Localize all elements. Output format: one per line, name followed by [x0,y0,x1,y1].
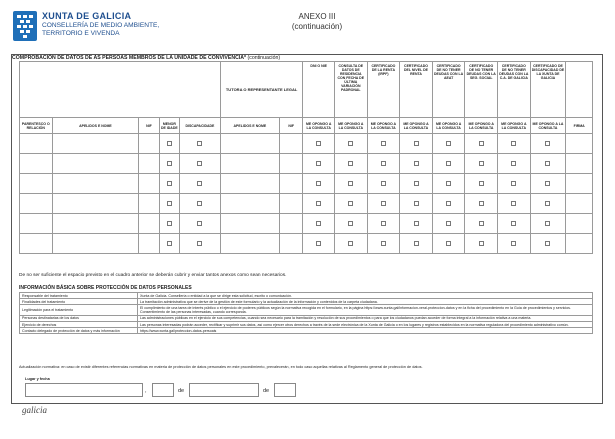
checkbox[interactable] [348,241,353,246]
checkbox[interactable] [479,161,484,166]
member-cell[interactable] [20,154,53,174]
member-cell[interactable] [279,214,302,234]
member-cell[interactable] [20,234,53,254]
member-cell[interactable] [139,154,159,174]
member-cell[interactable] [220,234,279,254]
member-cell[interactable] [20,174,53,194]
member-row [20,154,593,174]
member-cell[interactable] [52,214,139,234]
member-row [20,234,593,254]
year-input[interactable] [274,383,296,397]
brand-name: XUNTA DE GALICIA [42,11,132,21]
member-cell [303,134,335,154]
member-row [20,194,593,214]
department-line-2: TERRITORIO E VIVENDA [42,29,120,37]
checkbox[interactable] [545,201,550,206]
checkbox[interactable] [511,201,516,206]
header-check-6: CERTIFICADO DE NO TENER DEUDAS CON LA SEG. SOCIAL [465,62,498,118]
checkbox[interactable] [197,181,202,186]
checkbox[interactable] [511,241,516,246]
member-cell [159,194,179,214]
member-cell [159,234,179,254]
checkbox[interactable] [511,161,516,166]
member-cell[interactable] [52,174,139,194]
checkbox[interactable] [446,161,451,166]
checkbox[interactable] [381,201,386,206]
checkbox[interactable] [167,141,172,146]
member-cell [334,194,367,214]
data-protection-key: Responsable del tratamiento [20,293,138,299]
data-protection-value: https://www.xunta.gal/proteccion-datos-persoais [138,328,593,334]
checkbox[interactable] [414,181,419,186]
checkbox[interactable] [446,201,451,206]
header-check-8: CERTIFICADO DE DISCAPACIDAD DE LA XUNTA DE GALICIA [530,62,566,118]
member-cell [465,134,498,154]
header-check-2: CONSULTA DE DATOS DE RESIDENCIA CON FECHA DE ÚLTIMA VARIACIÓN PADRONAL [334,62,367,118]
member-cell [432,194,465,214]
member-cell[interactable] [20,214,53,234]
header-discapacidade: DISCAPACIDADE [180,118,221,134]
member-cell [498,234,531,254]
checkbox[interactable] [545,221,550,226]
department-name [42,22,159,37]
member-cell [334,134,367,154]
checkbox[interactable] [316,181,321,186]
member-cell[interactable] [566,194,593,214]
data-protection-key: Finalidades del tratamiento [20,299,138,305]
section-title-text: COMPROBACIÓN DE DATOS DE AS PERSOAS MEMBROS DE LA UNIDADE DE CONVIVENCIA* [12,55,247,61]
member-cell [334,234,367,254]
member-cell[interactable] [566,234,593,254]
member-cell [530,214,566,234]
header-oppose-4: ME OPONGO A LA CONSULTA [400,118,433,134]
header-oppose-1: ME OPONGO A LA CONSULTA [303,118,335,134]
member-cell [159,174,179,194]
member-cell[interactable] [220,134,279,154]
member-cell[interactable] [220,154,279,174]
header-oppose-2: ME OPONGO A LA CONSULTA [334,118,367,134]
member-cell[interactable] [52,134,139,154]
checkbox[interactable] [316,221,321,226]
member-cell [530,234,566,254]
data-protection-key: Ejercicio de derechos [20,322,138,328]
member-cell [530,134,566,154]
member-cell [465,194,498,214]
header-nif: NIF [139,118,159,134]
checkbox[interactable] [197,201,202,206]
data-protection-table [19,292,593,334]
member-cell [334,214,367,234]
member-cell [400,194,433,214]
document-header [0,0,615,54]
checkbox[interactable] [381,241,386,246]
member-cell [400,214,433,234]
checkbox[interactable] [167,221,172,226]
checkbox[interactable] [381,221,386,226]
header-check-3: CERTIFICADO DE LA RENTA (IRPF) [367,62,400,118]
checkbox[interactable] [446,141,451,146]
checkbox[interactable] [167,161,172,166]
checkbox[interactable] [316,141,321,146]
checkbox[interactable] [348,141,353,146]
member-cell[interactable] [139,134,159,154]
header-oppose-5: ME OPONGO A LA CONSULTA [432,118,465,134]
member-cell [303,234,335,254]
data-protection-value: Xunta de Galicia. Consellería o entidad a la que se dirige esta solicitud, escrito o comunicación. [138,293,593,299]
checkbox[interactable] [167,241,172,246]
member-cell [367,154,400,174]
checkbox[interactable] [316,201,321,206]
member-cell[interactable] [220,214,279,234]
member-cell [180,134,221,154]
data-protection-key: Contacto delegado de protección de datos y más información [20,328,138,334]
checkbox[interactable] [348,181,353,186]
checkbox[interactable] [479,201,484,206]
member-cell[interactable] [279,154,302,174]
member-cell [180,154,221,174]
header-tutor-apelidos: APELIDOS E NOME [220,118,279,134]
checkbox[interactable] [348,221,353,226]
member-cell[interactable] [52,234,139,254]
member-cell [465,154,498,174]
member-cell [465,214,498,234]
header-oppose-6: ME OPONGO A LA CONSULTA [465,118,498,134]
member-cell [432,214,465,234]
member-cell [180,214,221,234]
data-protection-value: El cumplimiento de una tarea de interés público o el ejercicio de poderes públicos según la normativa recogida en el formulario, en la página https://www.xunta.gal/informacion-xeral-proteccion-datos y en la ficha del procedimiento en la Guía de procedimientos y servicios. Consentimiento de las personas interesadas, cuando corresponda. [138,305,593,315]
checkbox[interactable] [197,141,202,146]
checkbox[interactable] [381,141,386,146]
annex-number: ANEXO III [298,12,336,21]
member-cell [530,194,566,214]
member-cell [367,234,400,254]
checkbox[interactable] [381,161,386,166]
header-tutor-group: TUTORA O REPRESENTANTE LEGAL [220,62,303,118]
member-cell[interactable] [20,134,53,154]
data-protection-row [20,305,593,315]
checkbox[interactable] [167,181,172,186]
member-cell [303,154,335,174]
checkbox[interactable] [479,141,484,146]
department-line-1: CONSELLERÍA DE MEDIO AMBIENTE, [42,22,160,29]
insufficient-space-note: De no ser suficiente el espacio previsto en el cuadro anterior se deberán cubrir y enviar tantos anexos como sean necesarios. [19,273,287,278]
de-separator-1: de [178,388,185,394]
checkbox[interactable] [414,201,419,206]
header-oppose-8: ME OPONGO A LA CONSULTA [530,118,566,134]
section-title-data-protection: INFORMACIÓN BÁSICA SOBRE PROTECCIÓN DE DATOS PERSONALES [19,285,192,291]
checkbox[interactable] [479,241,484,246]
member-cell [530,154,566,174]
member-cell [334,174,367,194]
member-cell [400,154,433,174]
member-cell [432,234,465,254]
checkbox[interactable] [545,141,550,146]
month-input[interactable] [189,383,259,397]
section-title-suffix: (continuación) [247,55,281,61]
checkbox[interactable] [348,201,353,206]
member-cell[interactable] [139,174,159,194]
member-cell[interactable] [279,234,302,254]
member-cell[interactable] [139,194,159,214]
member-row [20,174,593,194]
checkbox[interactable] [197,241,202,246]
member-cell[interactable] [279,174,302,194]
de-separator-2: de [263,388,270,394]
member-cell [432,154,465,174]
checkbox[interactable] [446,241,451,246]
checkbox[interactable] [414,241,419,246]
header-apelidos: APELIDOS E NOME [52,118,139,134]
member-cell [400,174,433,194]
data-protection-value: La tramitación administrativa que se derive de la gestión de este formulario y la actualización de la información y contenidos de la carpeta ciudadana. [138,299,593,305]
checkbox[interactable] [167,201,172,206]
member-cell [432,174,465,194]
member-cell [180,174,221,194]
checkbox[interactable] [197,161,202,166]
header-check-7: CERTIFICADO DE NO TENER DEUDAS CON LA C.A. DE GALICIA [498,62,531,118]
member-cell [159,134,179,154]
checkbox[interactable] [348,161,353,166]
member-cell[interactable] [279,194,302,214]
member-cell [465,174,498,194]
data-protection-key: Personas destinatarias de los datos [20,315,138,321]
member-cell [432,134,465,154]
member-cell[interactable] [566,174,593,194]
checkbox[interactable] [414,161,419,166]
checkbox[interactable] [414,141,419,146]
member-cell [180,194,221,214]
member-cell [303,214,335,234]
header-oppose-3: ME OPONGO A LA CONSULTA [367,118,400,134]
checkbox[interactable] [316,241,321,246]
member-row [20,214,593,234]
member-cell [465,234,498,254]
member-cell [530,174,566,194]
place-input[interactable] [25,383,143,397]
member-cell[interactable] [139,234,159,254]
checkbox[interactable] [479,181,484,186]
member-cell [498,134,531,154]
member-cell [303,174,335,194]
member-cell [498,174,531,194]
member-cell [303,194,335,214]
checkbox[interactable] [545,161,550,166]
header-check-4: CERTIFICADO DEL NIVEL DE RENTA [400,62,433,118]
member-cell[interactable] [52,154,139,174]
checkbox[interactable] [545,181,550,186]
member-cell[interactable] [220,174,279,194]
checkbox[interactable] [511,141,516,146]
member-row [20,134,593,154]
data-protection-key: Legitimación para el tratamiento [20,305,138,315]
member-cell [334,154,367,174]
header-tutor-nif: NIF [279,118,302,134]
member-cell [400,234,433,254]
header-check-1: DNI O NIE [303,62,335,118]
header-firma: FIRMA [566,118,593,134]
member-cell[interactable] [220,194,279,214]
place-date-label: Lugar y fecha [25,377,50,381]
data-protection-value: Las administraciones públicas en el ejercicio de sus competencias, cuando sea necesario para la tramitación y resolución de sus procedimientos o para que los ciudadanos puedan acceder de forma integral a la información relativa a una materia. [138,315,593,321]
checkbox[interactable] [479,221,484,226]
annex-title [262,12,372,31]
day-input[interactable] [152,383,174,397]
member-cell[interactable] [566,134,593,154]
header-parentesco: PARENTESCO O RELACIÓN [20,118,53,134]
member-cell[interactable] [20,194,53,214]
member-cell [498,154,531,174]
member-cell [367,174,400,194]
member-cell [159,154,179,174]
member-cell [367,134,400,154]
member-cell [400,134,433,154]
checkbox[interactable] [511,181,516,186]
member-cell[interactable] [139,214,159,234]
member-cell [367,214,400,234]
comma-separator: , [145,388,147,394]
regulatory-update-note: Actualización normativa: en caso de existir diferentes referencias normativas en materia de protección de datos personales en este procedimiento, prevalecerán, en todo caso aquellas relativas al Reglamento general de protección de datos. [19,365,423,369]
household-members-table [19,61,593,254]
member-cell [498,194,531,214]
checkbox[interactable] [316,161,321,166]
member-cell [498,214,531,234]
member-cell[interactable] [279,134,302,154]
data-protection-value: Las personas interesadas podrán acceder, rectificar y suprimir sus datos, así como ejercer otros derechos a través de la sede electrónica de la Xunta de Galicia o en los lugares y registros establecidos en la normativa reguladora del procedimiento administrativo común. [138,322,593,328]
member-cell [367,194,400,214]
galicia-footer-logo: galicia [22,405,47,415]
checkbox[interactable] [197,221,202,226]
checkbox[interactable] [511,221,516,226]
xunta-shield-logo [12,10,38,42]
checkbox[interactable] [414,221,419,226]
member-cell[interactable] [566,214,593,234]
checkbox[interactable] [446,221,451,226]
checkbox[interactable] [381,181,386,186]
member-cell [180,234,221,254]
member-cell[interactable] [566,154,593,174]
checkbox[interactable] [545,241,550,246]
data-protection-row [20,328,593,334]
annex-continuation: (continuación) [291,21,343,31]
header-check-5: CERTIFICADO DE NO TENER DEUDAS CON LA AEAT [432,62,465,118]
header-menor: MENOR DE IDADE [159,118,179,134]
member-cell [159,214,179,234]
header-oppose-7: ME OPONGO A LA CONSULTA [498,118,531,134]
checkbox[interactable] [446,181,451,186]
member-cell[interactable] [52,194,139,214]
